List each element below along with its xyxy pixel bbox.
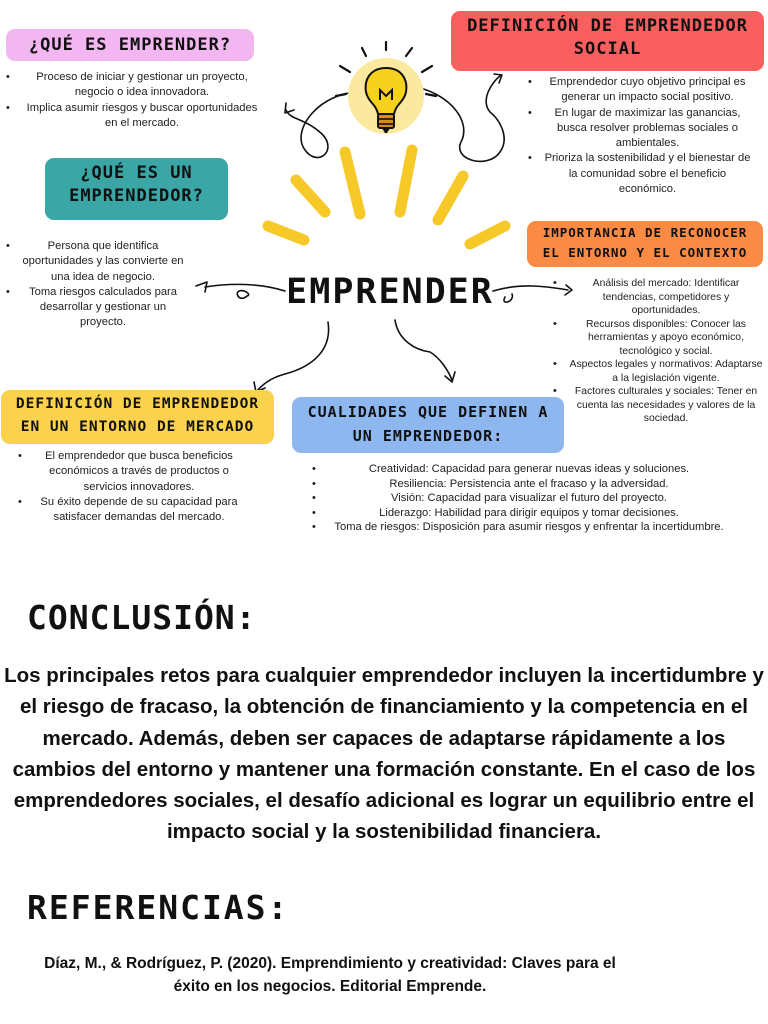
entorno-mercado-title-box [1, 390, 274, 444]
list-item: • Implica asumir riesgos y buscar oportunidades en el mercado. [6, 101, 264, 132]
conclusion-heading: CONCLUSIÓN: [27, 598, 257, 637]
que-es-emprender-list [6, 70, 264, 131]
bulb-rays [268, 150, 505, 244]
arrow-head [196, 282, 207, 292]
que-es-emprendedor-title-box [45, 158, 228, 220]
list-item: • Análisis del mercado: Identificar tendencias, competidores y oportunidades. [553, 277, 765, 318]
title-line: DEFINICIÓN DE EMPRENDEDOR [15, 396, 260, 412]
que-es-emprender-title-box [6, 29, 254, 61]
title-line: EN UN ENTORNO DE MERCADO [20, 419, 255, 435]
list-item: • Persona que identifica oportunidades y las convierte en una idea de negocio. [6, 239, 186, 285]
ray [296, 180, 325, 212]
list-item: • Factores culturales y sociales: Tener en cuenta las necesidades y valores de la sociedad. [553, 385, 765, 426]
ray [400, 150, 412, 212]
list-item: • Recursos disponibles: Conocer las herramientas y apoyo económico, tecnológico y social. [553, 318, 765, 359]
list-item: • Su éxito depende de su capacidad para satisfacer demandas del mercado. [18, 495, 246, 526]
entorno-contexto-list [553, 277, 765, 426]
lightbulb-icon [320, 38, 450, 148]
title-line: DEFINICIÓN DE EMPRENDEDOR [467, 16, 748, 36]
title-line: UN EMPRENDEDOR: [352, 427, 504, 445]
list-item: • Creatividad: Capacidad para generar nuevas ideas y soluciones. [312, 462, 732, 477]
bulb-base [378, 114, 394, 128]
arrow-to-emprendedor [205, 284, 285, 298]
list-item: • El emprendedor que busca beneficios económicos a través de productos o servicios innovadores. [18, 449, 246, 495]
title-line: SOCIAL [573, 38, 642, 59]
title-line: EMPRENDEDOR? [69, 185, 204, 206]
entorno-mercado-list [18, 449, 246, 525]
arrow-to-cualidades [395, 320, 452, 380]
list-item: • Visión: Capacidad para visualizar el futuro del proyecto. [312, 491, 732, 506]
referencias-heading: REFERENCIAS: [27, 888, 290, 927]
title-line: CUALIDADES QUE DEFINEN A [307, 403, 549, 421]
ray [345, 152, 360, 214]
referencias-text: Díaz, M., & Rodríguez, P. (2020). Emprendimiento y creatividad: Claves para el éxito en los negocios. Editorial Emprende. [44, 955, 616, 995]
que-es-emprendedor-list [6, 239, 186, 331]
list-item: • Toma riesgos calculados para desarrollar y gestionar un proyecto. [6, 285, 186, 331]
cualidades-title-box [292, 397, 564, 453]
conclusion-text: Los principales retos para cualquier emprendedor incluyen la incertidumbre y el riesgo de fracaso, la obtención de financiamiento y la competencia en el mercado. Además, deben ser capaces de adaptarse rápidamente a los cambios del entorno y mantener una formación constante. En el caso de los emprendedores sociales, el desafío adicional es lograr un equilibrio entre el impacto social y la sostenibilidad financiera. [4, 664, 764, 844]
title-line: ¿QUÉ ES UN [80, 163, 193, 183]
emprendedor-social-title-box [451, 11, 764, 71]
list-item: • Resiliencia: Persistencia ante el fracaso y la adversidad. [312, 477, 732, 492]
list-item: • Toma de riesgos: Disposición para asumir riesgos y enfrentar la incertidumbre. [312, 520, 732, 535]
title-line: EL ENTORNO Y EL CONTEXTO [542, 245, 748, 260]
central-title: EMPRENDER [286, 272, 494, 312]
list-item: • Liderazgo: Habilidad para dirigir equipos y tomar decisiones. [312, 506, 732, 521]
list-item: • Emprendedor cuyo objetivo principal es generar un impacto social positivo. [528, 75, 753, 106]
emprendedor-social-list [528, 75, 753, 197]
ray [268, 226, 304, 240]
cualidades-list [312, 462, 732, 535]
que-es-emprender-title: ¿QUÉ ES EMPRENDER? [28, 35, 232, 55]
list-item: • Prioriza la sostenibilidad y el bienestar de la comunidad sobre el beneficio económico. [528, 151, 753, 197]
list-item: • Proceso de iniciar y gestionar un proyecto, negocio o idea innovadora. [6, 70, 264, 101]
ray [438, 176, 463, 220]
list-item: • Aspectos legales y normativos: Adaptarse a la legislación vigente. [553, 358, 765, 385]
arrow-to-mercado [256, 322, 329, 392]
entorno-contexto-title-box [527, 221, 763, 267]
list-item: • En lugar de maximizar las ganancias, busca resolver problemas sociales o ambientales. [528, 106, 753, 152]
title-line: IMPORTANCIA DE RECONOCER [542, 225, 748, 240]
ray [470, 226, 505, 244]
